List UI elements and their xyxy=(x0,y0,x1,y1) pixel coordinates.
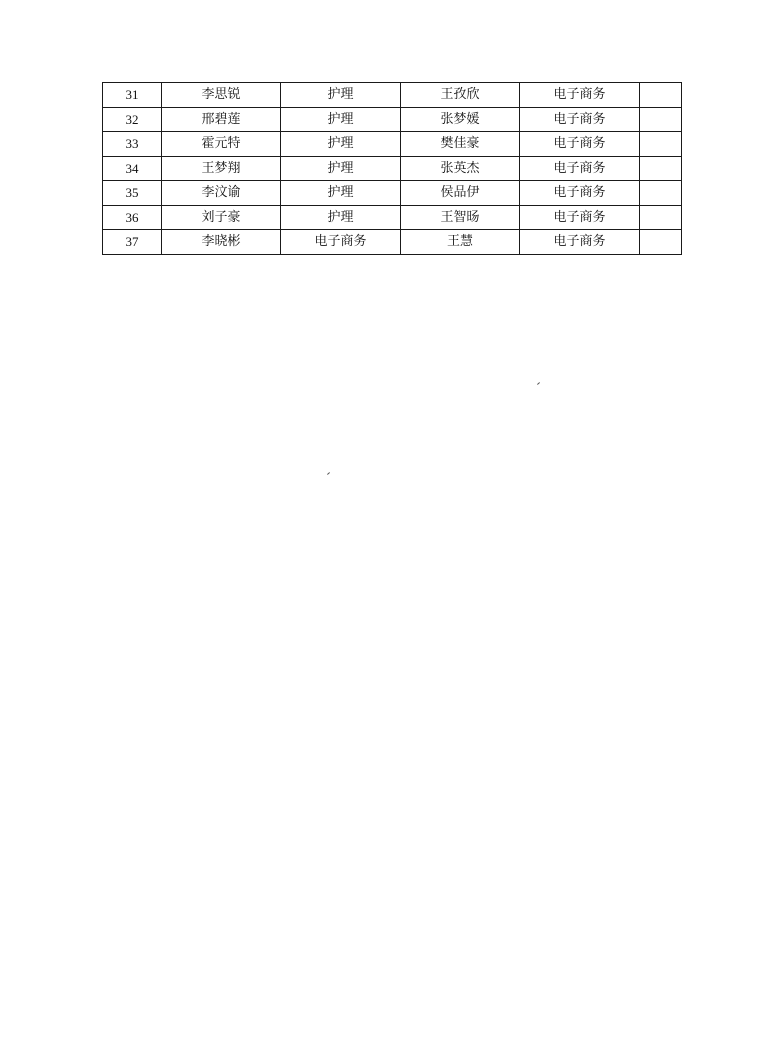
partner-name: 樊佳豪 xyxy=(401,132,520,157)
table-row xyxy=(103,107,682,132)
student-major: 护理 xyxy=(281,83,401,108)
partner-name: 张英杰 xyxy=(401,156,520,181)
partner-name: 张梦媛 xyxy=(401,107,520,132)
row-number: 36 xyxy=(103,205,162,230)
note-cell xyxy=(640,181,682,206)
note-cell xyxy=(640,230,682,255)
student-name: 霍元特 xyxy=(162,132,281,157)
student-major: 护理 xyxy=(281,205,401,230)
note-cell xyxy=(640,83,682,108)
student-name: 王梦翔 xyxy=(162,156,281,181)
partner-major: 电子商务 xyxy=(520,83,640,108)
student-name: 邢碧莲 xyxy=(162,107,281,132)
partner-major: 电子商务 xyxy=(520,230,640,255)
row-number: 35 xyxy=(103,181,162,206)
student-major: 电子商务 xyxy=(281,230,401,255)
note-cell xyxy=(640,205,682,230)
table-row xyxy=(103,83,682,108)
table-row xyxy=(103,230,682,255)
table-row xyxy=(103,181,682,206)
student-major: 护理 xyxy=(281,156,401,181)
partner-major: 电子商务 xyxy=(520,205,640,230)
row-number: 31 xyxy=(103,83,162,108)
table-row xyxy=(103,132,682,157)
table-row xyxy=(103,156,682,181)
partner-name: 王智旸 xyxy=(401,205,520,230)
partner-major: 电子商务 xyxy=(520,181,640,206)
scan-speck xyxy=(537,382,540,385)
note-cell xyxy=(640,132,682,157)
note-cell xyxy=(640,107,682,132)
roster-table-body xyxy=(103,83,682,255)
partner-major: 电子商务 xyxy=(520,132,640,157)
partner-name: 王慧 xyxy=(401,230,520,255)
row-number: 37 xyxy=(103,230,162,255)
table-row xyxy=(103,205,682,230)
student-major: 护理 xyxy=(281,132,401,157)
student-major: 护理 xyxy=(281,107,401,132)
roster-table xyxy=(102,82,682,255)
student-major: 护理 xyxy=(281,181,401,206)
student-name: 李晓彬 xyxy=(162,230,281,255)
note-cell xyxy=(640,156,682,181)
partner-name: 王孜欣 xyxy=(401,83,520,108)
row-number: 34 xyxy=(103,156,162,181)
row-number: 32 xyxy=(103,107,162,132)
student-name: 李汶谕 xyxy=(162,181,281,206)
partner-major: 电子商务 xyxy=(520,156,640,181)
student-name: 李思锐 xyxy=(162,83,281,108)
scan-speck xyxy=(327,472,330,475)
partner-name: 侯品伊 xyxy=(401,181,520,206)
student-name: 刘子豪 xyxy=(162,205,281,230)
partner-major: 电子商务 xyxy=(520,107,640,132)
row-number: 33 xyxy=(103,132,162,157)
